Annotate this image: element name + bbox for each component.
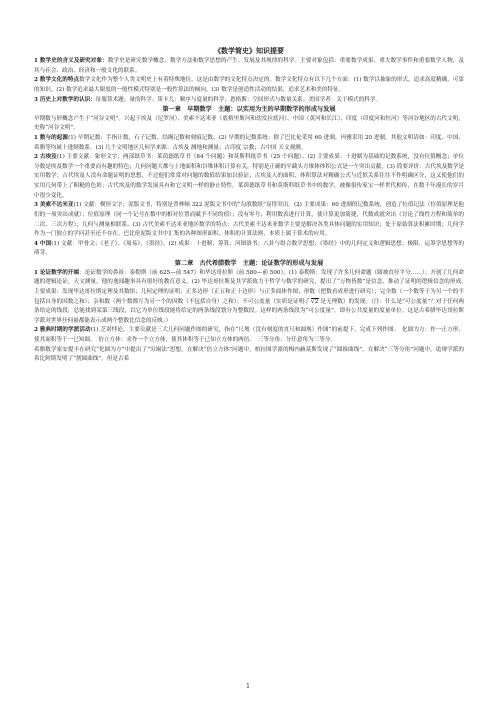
document-body (34, 46, 470, 365)
intro-label-3: 3 历史上对数学的认识： (34, 96, 96, 103)
intro-label-1: 1 数学史的含义及研究对象： (34, 58, 108, 64)
sqrt-radicand: 2 (314, 298, 319, 305)
intro-paragraph-3 (34, 96, 464, 106)
ch2-paragraph-3: 希腊数学家安提丰在研究“化圆为方”中提出了“穷竭法”思想，在解决“倍立方体”问题中，柏拉图学派的梅内赫莫斯发现了“圆锥曲线”。在解决“三等分角”问题中，诡辩学派的希比阿斯发明了“割圆曲线”。但是古希 (34, 346, 464, 363)
ch1-label-2: 2 古埃及 (34, 154, 57, 161)
ch2-paragraph-2 (34, 326, 464, 345)
intro-paragraph-2 (34, 76, 464, 95)
radical-sign-icon: √ (310, 297, 315, 305)
document-title: 《数学简史》知识提要 (214, 46, 284, 55)
ch1-label-4: 4 中国 (34, 240, 52, 247)
ch2-text-2: (1) 芝诺悖论，主要贡献是三大几何问题作图的研究，指在“尺规（没有刻度的直尺和圆规）作图”的前提下，完成下列作图。 化圆为方：作一正方形，使其面积等于一已知圆。 倍立方体：求作一个立方体，使其体积等于已知立方体的两倍。 三等分角：分任意角为三等分。 (34, 327, 465, 344)
intro-label-2: 2 数学文化的特点 (34, 77, 80, 84)
ch1-paragraph-3 (34, 201, 464, 240)
ch1-paragraph-2 (34, 153, 464, 201)
ch1-label-3: 3 美索不达米亚 (34, 202, 74, 209)
ch2-text-1: ：论证数学的鼻祖：泰勒斯（前 625—前 547）和毕达哥拉斯（前 580—前 500）。(1) 泰勒斯：发现了许多几何命题（圆被直径平分……）；开创了几何命题的逻辑论证，天文测量。他的逸闻趣事具有很好的教育意义。(2) 毕达哥拉斯及其学派致力于哲学与数学的研究，提出了“万物皆数”是信念，推动了证明的逻辑信念的形成。 主要成果：发现毕达哥拉斯定理及其数组；几何定理的证明；正多边形（正五和正十边形）与正多面体作图；形数（把数看成形进行研究）；完全数（一个数等于为另一个的不包括自身的因数之和）；亲和数（两个数都互为另一个的因数（不包括自身）之和）；不可公度量（实质是证明了 (34, 269, 470, 305)
ch1-paragraph-1 (34, 134, 464, 153)
page-number: 1 (246, 683, 250, 690)
sqrt-symbol (311, 298, 320, 306)
intro-text-1: 数学史是研究数学概念、数学方法和数学思想的产生、发展及其规律的科学。主要对象包括：重要数学成果、重大数学事件和重要数学人物，及其与社会、政治、经济和一般文化的联系。 (34, 58, 464, 74)
chapter-2-heading: 第二章 古代希腊数学 主题：论证数学的形成与发展 (174, 260, 324, 268)
ch2-paragraph-1 (34, 269, 470, 327)
ch1-text-4: (1) 文献：甲骨文；《老子》、《周易》、《墨经》。(2) 成果：十进制；筹算；河图洛书；八卦与组合数学思想；《墨经》中的几何定义和逻辑思想；极限、运筹学思想等的萌芽。 (34, 240, 464, 257)
ch1-paragraph-0: 早期数与形概念产生于“河谷文明”。兴起于埃及（尼罗河）、美索不达米亚（底格里斯河和幼发拉底河）、中国（黄河和长江）、印度（印度河和恒河）等河谷地区的古代文明，史称“河谷文明”。 (34, 115, 464, 132)
ch2-text-1-after: 是无理数）的发现。（注：什么是“可公度量”？对于任何两条给定的线段，总能找到某第三线段，以它为单位线段能将给定的两条线段划分为整数段。这样的两条线段为“可公度量”，即有公共度量的度量单位。这是古希腊毕达哥拉斯学派对世界任何量都能表示成两个整数比信念的反映。） (34, 298, 464, 324)
intro-paragraph-1 (34, 57, 464, 76)
ch1-text-2: (1) 主要文献：象形文字；两部纸草书：莱茵德纸草书（84 个问题）和莫斯科纸草书（25 个问题）。(2) 主要成果：十进制为基础的记数系统，没有位值概念；单位分数是埃及数学一个重要而有趣的特色；几何问题大都与土地面积和谷堆体积计算有关，特别是正确的平截头方锥体体积公式是一个突出贡献。(3) 简要评价：古代埃及数学是实用数学；古代埃及人没有命题证明的思想，不过他们常常对问题的数值结果加以验证；古埃及人的面积、体积算法对精确公式与近似关系往往不作明确区分，这又使他们的实用几何带上了粗糙的色彩；古代埃及的数学发展具有和它文明一样的静止特性。莱茵德纸草书和莫斯科纸草书中的数学，被像很传家宝一样世代相传，在数千年漫长的岁月中很少变化。 (34, 154, 464, 199)
ch1-text-1: (1) 早期记数：手指计数、石子记数、结绳记数和刻痕记数。(2) 早期的记数系统：除了巴比伦采用 60 进制，玛雅采用 20 进制，其他文明请如：印度、中国、希腊等均属十进制数系。(3) 几个文明地区几何学来源：古埃及 测地和测量；古印度 宗教；古中国 天文观测。 (34, 134, 464, 151)
chapter-1-heading: 第一章 早期数学 主题：以实用为主的早期数学的形成与发展 (162, 106, 336, 114)
ch1-paragraph-4 (34, 240, 464, 259)
ch1-text-3: (1) 文献：楔形文字；泥版文书，特别是普林顿 322 泥版文书中的“勾股数组”显得突出。(2) 主要成果：60 进制的记数系统，创造了位值记法（位值原理是他们的一项突出成就）；位值原理（同一个记号在数中的相对位置而赋予不同的值）；没有零号；利用数表进行计算，使计算更加简捷，代数成就突出（讨论了线性方程和简单的二次、三次方程）；几何与测量相联系。(3) 古代美索不达米亚地区数学的特点：古代美索不达米亚数学主要是解决各类具体问题的实用知识；处于原始算法积累时期；几何学作为一门独立的学问甚至还不存在。巴比伦泥版文书中汇集的各种图形面积、体积的计算法则，本质上属于算术的应用。 (34, 202, 464, 238)
ch2-label-1: 1 论证数学的开端 (34, 269, 80, 276)
intro-text-2: 数学文化作为整个人类文明史上有着特殊地位，这是由数学的文化特点决定的。数学文化特点有以下几个方面：(1) 数学以抽象的形式，追求高度精确、可靠的知识。(2) 数学追求最大限度的一般性模式特别是一般性算法的倾向。(3) 数学是创造性活动的结果，追求艺术和美的特征。 (34, 77, 464, 93)
ch2-label-2: 2 雅典时期的学派活动 (34, 327, 91, 334)
intro-text-3: 征服算术题；量的科学；笛卡儿：顺序与度量的科学；恩格斯：空间形式与数量关系；美国学者：关于模式的科学。 (95, 96, 382, 103)
ch1-label-1: 1 数与的起源 (34, 134, 69, 141)
